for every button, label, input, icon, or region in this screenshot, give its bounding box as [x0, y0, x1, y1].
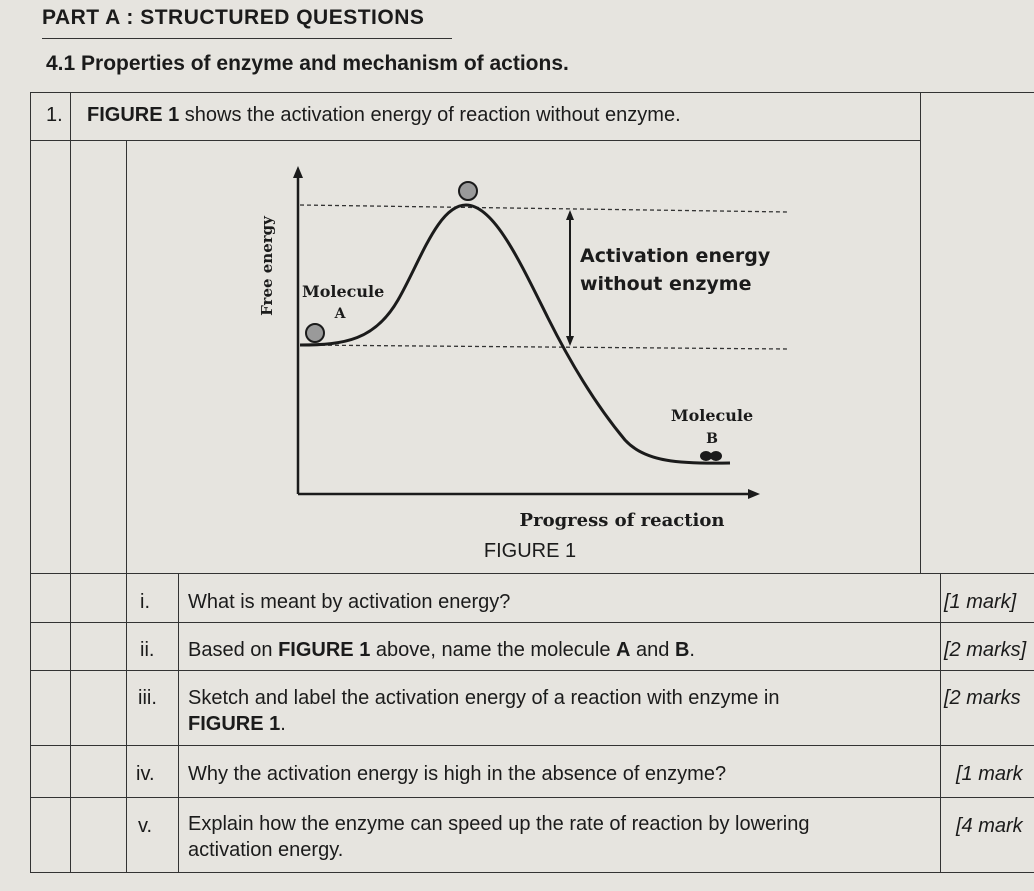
- subquestion-i-mark: [1 mark]: [944, 591, 1017, 613]
- energy-curve: [300, 205, 730, 463]
- subquestion-v-text: [188, 811, 809, 863]
- subquestion-iii-line1: Sketch and label the activation energy of a reaction with enzyme in: [188, 687, 780, 709]
- subquestion-v-line1: Explain how the enzyme can speed up the rate of reaction by lowering: [188, 813, 810, 835]
- subquestion-ii-molecule-a: A: [616, 639, 631, 661]
- activation-energy-label: Activation energy: [580, 245, 771, 267]
- subquestion-iii-figure-ref: FIGURE 1: [188, 713, 281, 735]
- subquestion-ii-molecule-b: B: [674, 639, 690, 661]
- activation-arrow-bottom: [566, 336, 574, 346]
- section-title: 4.1 Properties of enzyme and mechanism of actions.: [46, 52, 569, 75]
- subquestion-ii-text-end: .: [689, 639, 695, 661]
- molecule-a-dashed-line: [300, 345, 788, 349]
- subquestion-ii-text: [188, 637, 695, 663]
- subquestion-i-number: i.: [140, 591, 150, 613]
- part-title: PART A : STRUCTURED QUESTIONS: [42, 6, 425, 29]
- subquestion-ii-mark: [2 marks]: [944, 639, 1027, 661]
- subquestion-iii-text: [188, 685, 779, 737]
- subquestion-v-number: v.: [138, 815, 153, 837]
- subquestion-v-mark: [4 mark: [956, 815, 1023, 837]
- x-axis-arrowhead: [748, 489, 760, 499]
- subquestion-iv-mark: [1 mark: [956, 763, 1023, 785]
- figure-reference: FIGURE 1: [87, 104, 180, 126]
- subquestion-iv-number: iv.: [136, 763, 155, 785]
- subquestion-i-text: What is meant by activation energy?: [188, 591, 511, 613]
- molecule-a-letter: A: [334, 306, 346, 322]
- subquestion-ii-number: ii.: [140, 639, 155, 661]
- subquestion-iii-number: iii.: [138, 687, 157, 709]
- x-axis-label: Progress of reaction: [519, 510, 725, 531]
- molecule-b-ball-right: [710, 451, 722, 461]
- figure-caption: FIGURE 1: [483, 540, 577, 562]
- subquestion-ii-figure-ref: FIGURE 1: [278, 639, 371, 661]
- activation-energy-label-2: without enzyme: [580, 273, 752, 295]
- subquestion-iii-mark: [2 marks: [944, 687, 1021, 709]
- question-number: 1.: [46, 104, 63, 126]
- subquestion-iii-line2-end: .: [280, 713, 286, 735]
- molecule-a-ball: [306, 324, 324, 342]
- subquestion-v-line2: activation energy.: [188, 839, 344, 861]
- y-axis-arrowhead: [293, 166, 303, 178]
- transition-state-molecule: [459, 182, 477, 200]
- subquestion-ii-text-and: and: [630, 639, 675, 661]
- subquestion-iv-text: Why the activation energy is high in the absence of enzyme?: [188, 763, 727, 785]
- molecule-a-label: Molecule: [302, 282, 385, 301]
- question-stem-text: shows the activation energy of reaction without enzyme.: [179, 104, 681, 126]
- molecule-b-label: Molecule: [670, 406, 754, 425]
- subquestion-ii-text-pre: Based on: [188, 639, 279, 661]
- molecule-b-letter: B: [706, 431, 718, 447]
- activation-arrow-top: [566, 210, 574, 220]
- subquestion-ii-text-mid: above, name the molecule: [370, 639, 617, 661]
- y-axis-label: Free energy: [258, 216, 276, 316]
- peak-dashed-line: [300, 205, 788, 212]
